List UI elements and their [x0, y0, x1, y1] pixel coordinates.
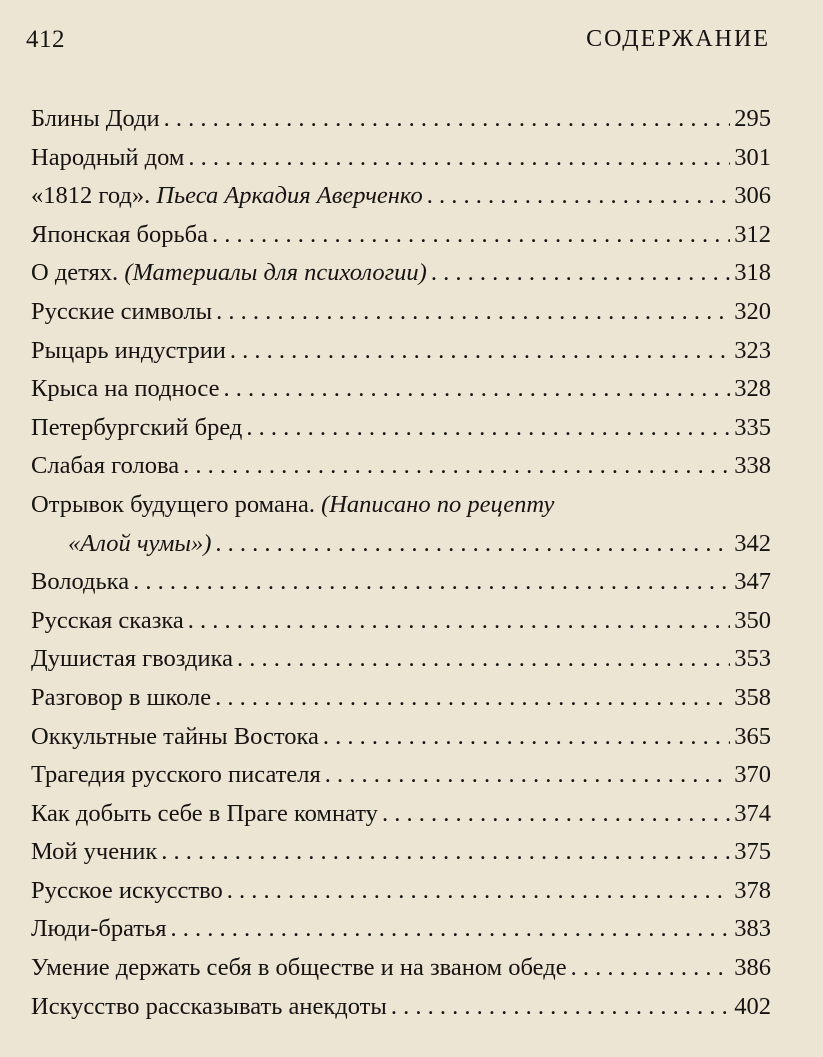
toc-entry-page: 375 [734, 838, 771, 866]
dot-leader [171, 910, 731, 949]
toc-entry [31, 447, 771, 486]
dot-leader [325, 756, 730, 795]
toc-entry-main-title: «1812 год». [31, 182, 157, 210]
dot-leader [382, 795, 730, 834]
toc-entry-main-title: Русское искусство [31, 876, 223, 904]
toc-entry-page: 383 [734, 915, 771, 943]
dot-leader [188, 602, 730, 641]
page-number: 412 [26, 26, 65, 53]
dot-leader [323, 718, 730, 757]
toc-entry-title [31, 833, 157, 872]
dot-leader [427, 177, 731, 216]
toc-entry-page: 374 [734, 799, 771, 827]
toc-entry-title [31, 988, 387, 1027]
toc-entry-page: 301 [734, 143, 771, 171]
toc-entry-title [31, 409, 242, 448]
toc-entry-page: 338 [734, 452, 771, 480]
toc-entry-title [31, 640, 233, 679]
toc-entry-page: 358 [734, 683, 771, 711]
toc-entry-main-title: Блины Доди [31, 105, 160, 132]
toc-entry-title [31, 370, 219, 409]
toc-entry-title [31, 872, 223, 911]
toc-entry-title [31, 216, 208, 255]
toc-entry-main-title: Крыса на подносе [31, 375, 220, 403]
dot-leader [133, 563, 730, 602]
toc-entry-page: 386 [734, 954, 771, 982]
toc-entry-title [31, 949, 567, 988]
dot-leader [212, 216, 730, 255]
toc-entry [31, 139, 771, 178]
toc-entry-title [31, 486, 554, 525]
toc-entry-page: 318 [734, 259, 771, 287]
toc-entry-main-title: Отрывок будущего романа. [31, 490, 322, 518]
dot-leader [227, 872, 731, 911]
toc-entry-page: 347 [734, 568, 771, 596]
toc-entry-main-title: Японская борьба [31, 220, 208, 248]
toc-entry-main-title: Русская сказка [31, 606, 184, 634]
toc-entry-page: 378 [734, 876, 771, 904]
toc-entry-main-title: О детях. [31, 259, 125, 287]
toc-entry-main-title: Умение держать себя в обществе и на званом обеде [31, 954, 567, 982]
toc-entry-page: 370 [734, 761, 771, 789]
toc-entry-title [31, 756, 321, 795]
toc-entry [31, 949, 771, 988]
toc-entry-page: 402 [734, 992, 771, 1020]
toc-entry [31, 100, 771, 139]
toc-entry-page: 320 [734, 297, 771, 325]
toc-entry [31, 254, 771, 293]
toc-entry-title [31, 177, 423, 216]
dot-leader [164, 100, 731, 139]
toc-entry-title [31, 602, 184, 641]
toc-entry [31, 293, 771, 332]
toc-entry-page: 365 [734, 722, 771, 750]
toc-entry-page: 342 [734, 529, 771, 557]
dot-leader [188, 139, 730, 178]
dot-leader [431, 254, 730, 293]
dot-leader [571, 949, 731, 988]
toc-entry-subtitle: Пьеса Аркадия Аверченко [156, 182, 423, 210]
toc-entry-main-title: Искусство рассказывать анекдоты [31, 992, 387, 1020]
toc-entry [31, 756, 771, 795]
toc-entry-main-title: Как добыть себе в Праге комнату [31, 799, 378, 827]
toc-entry-subtitle-cont: «Алой чумы») [68, 529, 212, 557]
toc-entry-main-title: Петербургский бред [31, 413, 243, 441]
toc-entry-title [31, 679, 211, 718]
toc-entry-main-title: Рыцарь индустрии [31, 336, 226, 364]
toc-entry-main-title: Душистая гвоздика [31, 645, 234, 673]
toc-entry-main-title: Мой ученик [31, 838, 158, 866]
toc-entry [31, 332, 771, 371]
toc-entry [31, 640, 771, 679]
toc-entry-title [31, 563, 129, 602]
toc-entry-title [68, 525, 211, 564]
toc-entry-title [31, 795, 378, 834]
dot-leader [237, 640, 730, 679]
dot-leader [246, 409, 730, 448]
toc-entry [31, 216, 771, 255]
toc-entry [31, 872, 771, 911]
toc-entry-subtitle: (Материалы для психологии) [124, 259, 427, 287]
toc-entry-title [31, 293, 212, 332]
toc-entry-main-title: Народный дом [31, 143, 185, 171]
toc-entry [31, 833, 771, 872]
toc-entry-title [31, 254, 427, 293]
toc-entry-page: 335 [734, 413, 771, 441]
toc-entry-page: 353 [734, 645, 771, 673]
toc-entry [31, 563, 771, 602]
dot-leader [161, 833, 730, 872]
toc-entry-page: 306 [734, 182, 771, 210]
toc-entry-main-title: Оккультные тайны Востока [31, 722, 319, 750]
toc-entry [31, 370, 771, 409]
toc-entry-main-title: Володька [31, 568, 130, 596]
toc-entry-title [31, 718, 319, 757]
toc-entry [31, 718, 771, 757]
toc-entry [31, 679, 771, 718]
toc-entry-main-title: Русские символы [31, 297, 213, 325]
toc-entry-title [31, 139, 184, 178]
toc-entry-main-title: Разговор в школе [31, 683, 212, 711]
toc-entry [31, 486, 771, 563]
toc-entry [31, 602, 771, 641]
toc-entry-page: 312 [734, 220, 771, 248]
toc-entry [31, 177, 771, 216]
dot-leader [230, 332, 730, 371]
toc-entry-main-title: Люди-братья [31, 915, 167, 943]
toc-entry-title [31, 447, 179, 486]
dot-leader [223, 370, 730, 409]
toc-entry-page: 323 [734, 336, 771, 364]
dot-leader [183, 447, 730, 486]
toc-entry [31, 910, 771, 949]
toc-entry-title [31, 910, 167, 949]
dot-leader [215, 525, 730, 564]
toc-entry-page: 328 [734, 375, 771, 403]
toc-entry [31, 409, 771, 448]
toc-entry [31, 988, 771, 1027]
toc-entry [31, 795, 771, 834]
dot-leader [391, 988, 730, 1027]
dot-leader [215, 679, 730, 718]
toc-entry-page: 350 [734, 606, 771, 634]
toc-entry-subtitle: (Написано по рецепту [321, 490, 555, 518]
toc-entry-title [31, 100, 160, 139]
toc-entry-page: 295 [734, 105, 771, 132]
running-head: СОДЕРЖАНИЕ [586, 26, 770, 52]
toc-entry-main-title: Трагедия русского писателя [31, 761, 321, 789]
dot-leader [216, 293, 730, 332]
table-of-contents [31, 100, 771, 1026]
toc-entry-main-title: Слабая голова [31, 452, 180, 480]
toc-entry-title [31, 332, 226, 371]
